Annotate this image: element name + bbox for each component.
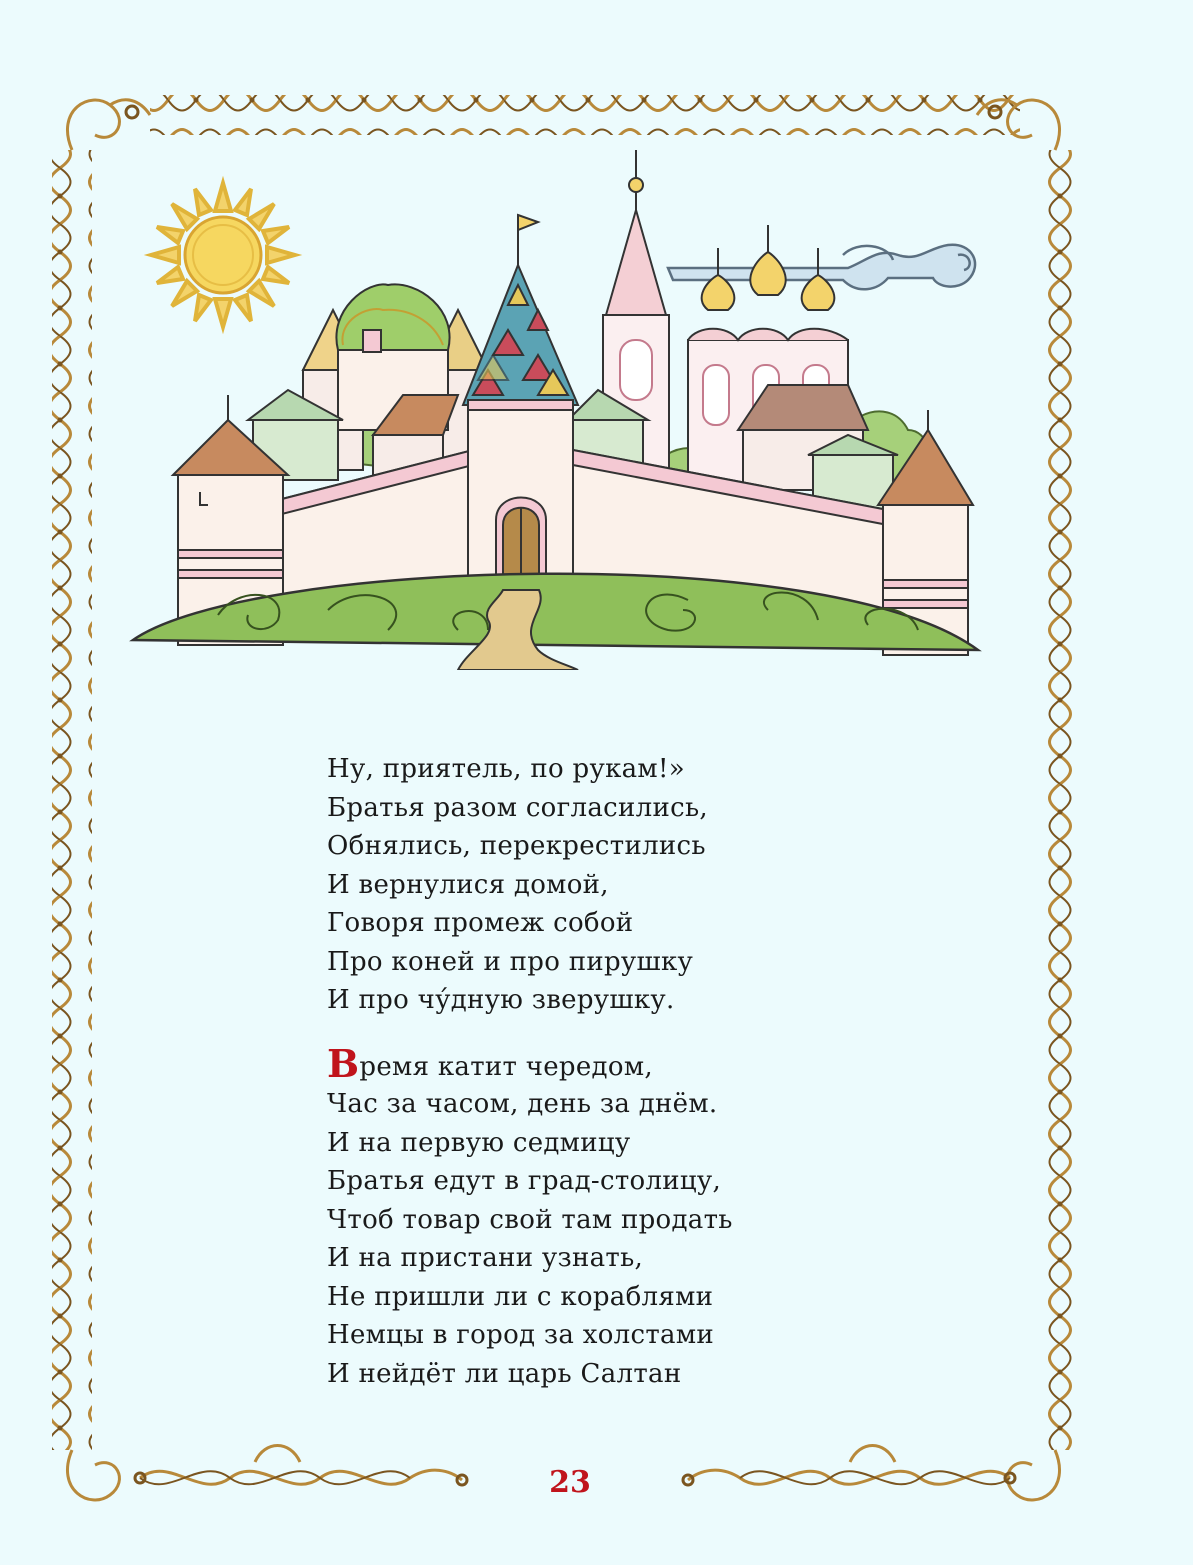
sun-icon	[151, 183, 295, 327]
first-line-rest: ремя катит чередом,	[359, 1051, 653, 1082]
poem-line: Ну, приятель, по рукам!»	[327, 754, 685, 784]
poem-line: Про коней и про пирушку	[327, 946, 694, 977]
gate-tower	[463, 215, 578, 590]
poem-line: Не пришли ли с кораблями	[327, 1281, 714, 1312]
stanza-1	[327, 750, 847, 1020]
poem-line: И вернулися домой,	[327, 869, 609, 900]
poem-line: Говоря промеж собой	[327, 908, 634, 938]
poem-line: И на пристани узнать,	[327, 1243, 644, 1273]
poem-line-first	[327, 1040, 847, 1086]
frame-corner-bottom-left	[67, 1450, 119, 1500]
poem-line: И про чу́дную зверушку.	[327, 985, 675, 1015]
poem-line: Час за часом, день за днём.	[327, 1089, 718, 1119]
poem-line: Братья едут в град-столицу,	[327, 1166, 722, 1196]
poem-line: Чтоб товар свой там продать	[327, 1204, 733, 1235]
frame-left	[52, 150, 92, 1450]
kremlin-illustration	[128, 130, 988, 670]
frame-right	[1035, 150, 1075, 1450]
drop-cap: В	[327, 1040, 360, 1086]
bottom-flourish-left	[135, 1446, 467, 1486]
poem-line: И нейдёт ли царь Салтан	[327, 1358, 682, 1389]
poem-line: Немцы в город за холстами	[327, 1320, 714, 1350]
stanza-2	[327, 1040, 847, 1394]
poem	[327, 750, 847, 1393]
poem-line: Обнялись, перекрестились	[327, 831, 706, 861]
poem-line: Братья разом согласились,	[327, 792, 708, 823]
frame-top	[150, 95, 1020, 135]
bottom-flourish-right	[683, 1446, 1015, 1486]
poem-line: И на первую седмицу	[327, 1127, 631, 1158]
page-number: 23	[549, 1465, 591, 1500]
